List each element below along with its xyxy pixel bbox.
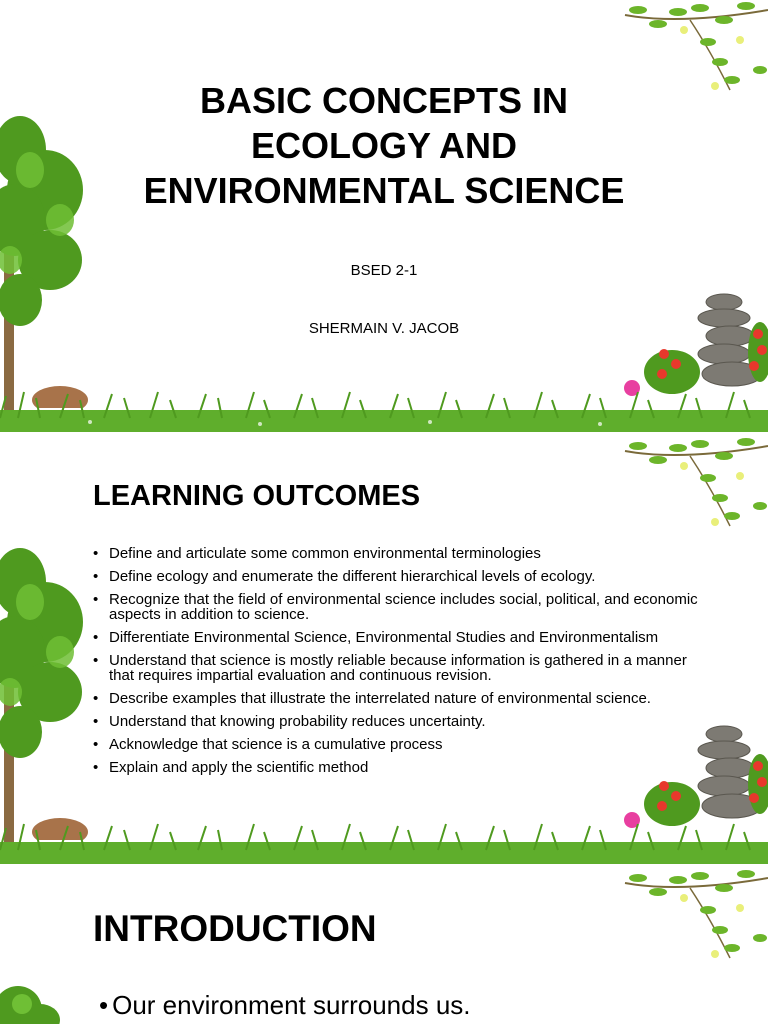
introduction-heading: INTRODUCTION (93, 908, 377, 949)
list-item: • Acknowledge that science is a cumulative process (93, 737, 713, 752)
list-item: • Describe examples that illustrate the interrelated nature of environmental science. (93, 691, 713, 706)
author-name: SHERMAIN V. JACOB (308, 320, 460, 337)
bullet-dot-icon: • (99, 990, 109, 1020)
list-item: • Differentiate Environmental Science, Environmental Studies and Environmentalism (93, 630, 713, 645)
tree-decoration (0, 542, 90, 842)
learning-outcomes-list (93, 546, 713, 783)
bullet-text: Our environment surrounds us. (112, 990, 471, 1020)
introduction-bullet (99, 990, 471, 1021)
list-item: • Understand that science is mostly reliable because information is gathered in a manner that requires impartial evaluation and continuous revision. (93, 653, 713, 683)
grass-strip-decoration (0, 388, 768, 432)
list-item: • Define ecology and enumerate the different hierarchical levels of ecology. (93, 569, 713, 584)
learning-outcomes-heading: LEARNING OUTCOMES (93, 480, 421, 512)
list-item: • Define and articulate some common environmental terminologies (93, 546, 713, 561)
list-item: • Understand that knowing probability reduces uncertainty. (93, 714, 713, 729)
presentation-title (60, 78, 708, 213)
list-item: • Explain and apply the scientific method (93, 760, 713, 775)
vine-branch-decoration (620, 868, 768, 963)
title-line: ECOLOGY AND (250, 125, 518, 166)
grass-strip-decoration (0, 820, 768, 864)
tree-decoration (0, 976, 60, 1024)
section-label: BSED 2-1 (350, 262, 418, 279)
title-line: ENVIRONMENTAL SCIENCE (143, 170, 625, 211)
list-item: • Recognize that the field of environmental science includes social, political, and economic aspects in addition to science. (93, 592, 713, 622)
title-line: BASIC CONCEPTS IN (199, 80, 569, 121)
vine-branch-decoration (620, 436, 768, 531)
slide-title (0, 0, 768, 432)
